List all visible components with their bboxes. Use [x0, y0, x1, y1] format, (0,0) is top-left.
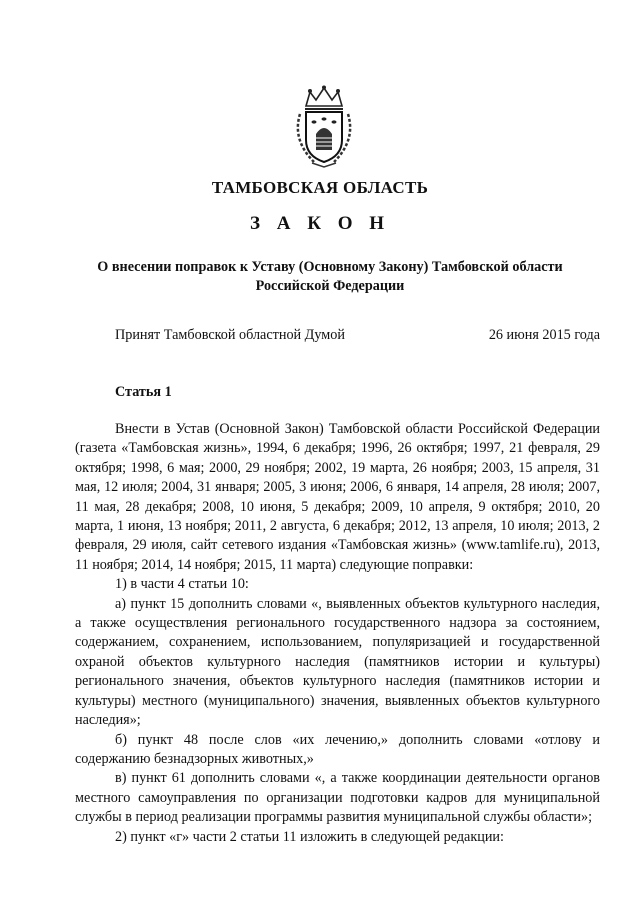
article-title: Статья 1 [115, 384, 172, 400]
tambov-coat-of-arms-icon [292, 84, 356, 168]
article-body [75, 420, 600, 847]
article-paragraph: 1) в части 4 статьи 10: [115, 576, 249, 593]
adoption-date: 26 июня 2015 года [488, 327, 600, 343]
law-title: З А К О Н [249, 213, 391, 234]
region-title: ТАМБОВСКАЯ ОБЛАСТЬ [211, 178, 429, 197]
adopted-by: Принят Тамбовской областной Думой [115, 327, 345, 343]
article-paragraph: б) пункт 48 после слов «их лечению,» дополнить словами «отлову и содержанию безнадзорных животных,» [75, 731, 600, 767]
article-paragraph: а) пункт 15 дополнить словами «, выявленных объектов культурного наследия, а также осуществления регионального государственного надзора за состоянием, содержанием, сохранением, использованием, популяризацией и государственной охраной объектов культурного наследия (памятников истории и культуры) регионального значения, объектов культурного наследия (памятников истории и культуры) местного (муниципального) значения, выявленных объектов культурного наследия»; [75, 595, 600, 729]
article-paragraph: 2) пункт «г» части 2 статьи 11 изложить в следующей редакции: [115, 828, 504, 845]
law-subject: О внесении поправок к Уставу (Основному Закону) Тамбовской области Российской Федерации [97, 259, 563, 294]
article-paragraph: Внести в Устав (Основной Закон) Тамбовской области Российской Федерации (газета «Тамбовская жизнь», 1994, 6 декабря; 1996, 26 октября; 1997, 21 февраля, 29 октября; 1998, 6 мая; 2000, 29 ноября; 2002, 19 марта, 26 ноября; 2003, 15 апреля, 31 мая, 12 июля; 2004, 31 января; 2005, 3 июня; 2006, 6 января, 14 апреля, 28 июля; 2007, 11 мая, 28 декабря; 2008, 10 июня, 5 декабря; 2009, 10 апреля, 9 октября; 2010, 20 марта, 1 июня, 13 ноября; 2011, 2 августа, 6 декабря; 2012, 13 апреля, 10 июля; 2013, 2 февраля, 29 июля, сайт сетевого издания «Тамбовская жизнь» (www.tamlife.ru), 2013, 11 ноября; 2014, 14 ноября; 2015, 11 марта) следующие поправки: [75, 421, 600, 573]
article-paragraph: в) пункт 61 дополнить словами «, а также координации деятельности органов местного самоуправления по организации подготовки кадров для муниципальной службы в период реализации программы развития муниципальной службы области»; [75, 770, 600, 826]
